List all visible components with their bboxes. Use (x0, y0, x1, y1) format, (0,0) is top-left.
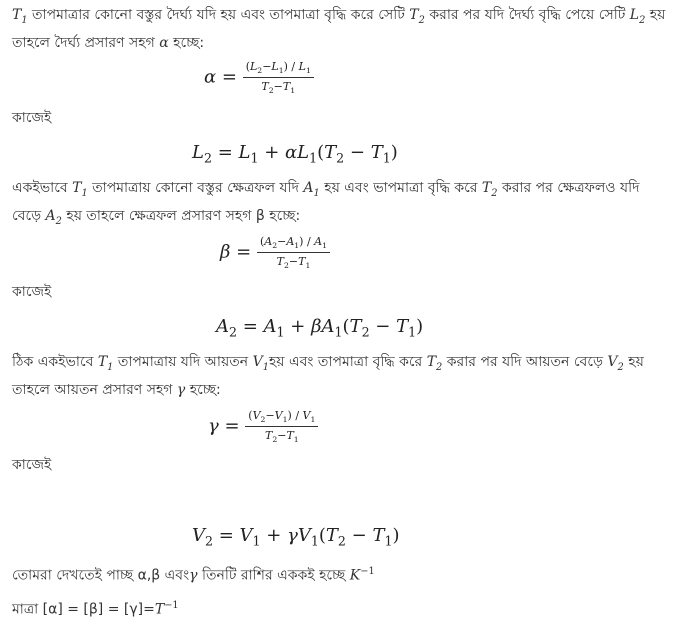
para3-line1-e: হয় (628, 354, 644, 370)
unit-conclusion: তোমরা দেখতেই পাচ্ছ α,β এবংγ তিনটি রাশির এককই হচ্ছে $K^{-1}$ (12, 566, 375, 584)
beta-definition-formula: β = $\frac{(A_2-A_1) / A_1}{T_2-T_1}$ (220, 235, 330, 270)
kajei-label-3: কাজেই (12, 457, 52, 473)
para3-line1-c: হয় এবং তাপমাত্রা বৃদ্ধি করে (268, 354, 423, 370)
dimension-unit-exponent: −1 (164, 600, 179, 611)
linear-expansion-intro: $T_1$ তাপমাত্রার কোনো বস্তুর দৈর্ঘ্য যদি হয় এবং তাপমাত্রা বৃদ্ধি করে সেটি $T_2$ করার পর যদি দৈর্ঘ্য বৃদ্ধি পেয়ে সেটি $L_2$ হয় তাহলে দৈর্ঘ্য প্রসারণ সহগ α হচ্ছে: (12, 7, 666, 51)
para1-line2-end: হচ্ছে: (173, 34, 205, 51)
para1-line1-c: হয় (649, 7, 666, 23)
dimension-unit: T (154, 601, 165, 618)
area-formula: $A_2 = A_1 + \beta A_1(T_2 - T_1)$ (216, 316, 424, 340)
alpha-definition-formula: α = $\frac{(L_2-L_1) / L_1}{T_2-T_1}$ (204, 60, 314, 95)
dimension-text: মাত্রা [α] = [β] = [γ]= (12, 601, 155, 618)
conclusion-text-b: তিনটি রাশির এককই হচ্ছে (201, 567, 346, 584)
dimension-statement (12, 596, 179, 620)
para3-line1-d: করার পর যদি আয়তন বেড়ে (446, 354, 603, 370)
para2-line2-b: হয় তাহলে ক্ষেত্রফল প্রসারণ সহগ β হচ্ছে: (66, 207, 301, 224)
para3-line1-b: তাপমাত্রায় যদি আয়তন (117, 354, 249, 370)
para2-line1-b: তাপমাত্রায় কোনো বস্তুর ক্ষেত্রফল যদি (92, 180, 299, 196)
para1-line2: তাহলে দৈর্ঘ্য প্রসারণ সহগ (12, 34, 155, 51)
kajei-label-1: কাজেই (12, 110, 52, 126)
gamma-definition-formula: γ = $\frac{(V_2-V_1) / V_1}{T_2-T_1}$ (208, 409, 318, 444)
kajei-label-2: কাজেই (12, 284, 52, 300)
para2-line1-c: হয় এবং ভাপমাত্রা বৃদ্ধি করে (324, 180, 478, 196)
volume-formula: $V_2 = V_1 + \gamma V_1(T_2 - T_1)$ (192, 525, 400, 549)
para3-line2-end: হচ্ছে: (189, 381, 221, 398)
unit-k-exponent: −1 (360, 566, 375, 577)
volume-expansion-intro: ঠিক একইভাবে $T_1$ তাপমাত্রায় যদি আয়তন $V_1হয়$ এবং তাপমাত্রা বৃদ্ধি করে $T_2$ করার পর যদি আয়তন বেড়ে $V_2$ হয় তাহলে আয়তন প্রসারণ সহগ γ হচ্ছে: (12, 354, 644, 398)
para1-line1-b: করার পর যদি দৈর্ঘ্য বৃদ্ধি পেয়ে সেটি (429, 7, 626, 23)
para2-line1-d: করার পর ক্ষেত্রফলও যদি (501, 180, 640, 196)
unit-k: K (349, 567, 361, 584)
para1-line1-a: তাপমাত্রার কোনো বস্তুর দৈর্ঘ্য যদি হয় এবং তাপমাত্রা বৃদ্ধি করে সেটি (32, 7, 405, 23)
para3-line1-a: ঠিক একইভাবে (12, 354, 94, 370)
area-expansion-intro: একইভাবে $T_1$ তাপমাত্রায় কোনো বস্তুর ক্ষেত্রফল যদি $A_1$ হয় এবং ভাপমাত্রা বৃদ্ধি করে $T_2$ করার পর ক্ষেত্রফলও যদি বেড়ে $A_2$ হয় তাহলে ক্ষেত্রফল প্রসারণ সহগ β হচ্ছে: (12, 180, 640, 227)
para2-line2-a: বেড়ে (12, 207, 42, 224)
conclusion-text: তোমরা দেখতেই পাচ্ছ α,β এবং (12, 567, 190, 584)
para3-line2: তাহলে আয়তন প্রসারণ সহগ (12, 381, 173, 398)
length-formula: $L_2 = L_1 + \alpha L_1(T_2 - T_1)$ (192, 142, 398, 166)
para2-line1-a: একইভাবে (12, 180, 68, 196)
